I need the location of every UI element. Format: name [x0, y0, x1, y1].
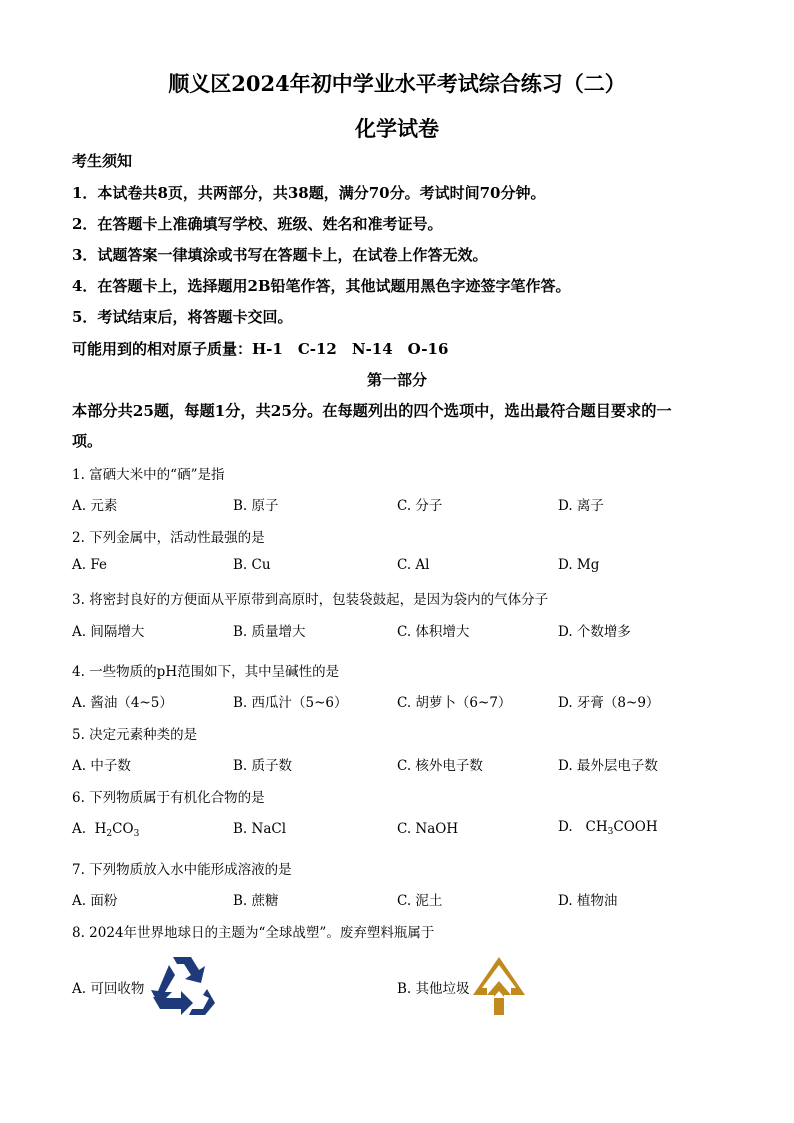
option-c: C. 体积增大: [397, 624, 470, 640]
formula-h2co3: $H_2CO_3$: [94, 821, 140, 839]
option-b: B. 其他垃圾: [397, 981, 470, 997]
option-b: B. NaCl: [233, 821, 287, 837]
question-stem: 8. 2024年世界地球日的主题为“全球战塑”。废弃塑料瓶属于: [72, 925, 435, 941]
question-stem: 3. 将密封良好的方便面从平原带到高原时，包装袋鼓起，是因为袋内的气体分子: [72, 592, 549, 608]
atomic-masses: 可能用到的相对原子质量：H-1 C-12 N-14 O-16: [72, 340, 449, 358]
notice-item: 2．在答题卡上准确填写学校、班级、姓名和准考证号。: [72, 215, 443, 233]
option-a: A. 面粉: [72, 893, 118, 909]
option-c: C. 分子: [397, 498, 443, 514]
option-b: B. 质量增大: [233, 624, 306, 640]
option-a: A. 元素: [72, 498, 118, 514]
question-stem: 1. 富硒大米中的“硒”是指: [72, 467, 225, 483]
question-stem: 5. 决定元素种类的是: [72, 727, 198, 743]
option-a: A. 中子数: [72, 758, 131, 774]
notice-item: 1．本试卷共8页，共两部分，共38题，满分70分。考试时间70分钟。: [72, 184, 546, 202]
option-b: B. 蔗糖: [233, 893, 279, 909]
part-intro: 本部分共25题，每题1分，共25分。在每题列出的四个选项中，选出最符合题目要求的一: [72, 402, 672, 420]
question-stem: 6. 下列物质属于有机化合物的是: [72, 790, 265, 806]
question-stem: 4. 一些物质的pH范围如下，其中呈碱性的是: [72, 664, 340, 680]
option-c: C. 泥土: [397, 893, 443, 909]
option-d: D. 植物油: [558, 893, 618, 909]
page-title: 顺义区2024年初中学业水平考试综合练习（二）: [168, 71, 626, 96]
part-intro: 项。: [72, 432, 103, 450]
question-stem: 7. 下列物质放入水中能形成溶液的是: [72, 862, 292, 878]
option-d: D. $CH_3COOH$: [558, 819, 658, 837]
option-a: A. 酱油（4~5）: [72, 695, 173, 711]
option-b: B. 西瓜汁（5~6）: [233, 695, 348, 711]
notice-item: 3．试题答案一律填涂或书写在答题卡上，在试卷上作答无效。: [72, 246, 488, 264]
option-d: D. 最外层电子数: [558, 758, 658, 774]
notice-heading: 考生须知: [72, 152, 133, 170]
option-a: A. Fe: [72, 557, 107, 573]
option-d: D. Mg: [558, 557, 600, 573]
option-a: A. $H_2CO_3$: [72, 821, 140, 839]
recycle-icon: [147, 953, 219, 1017]
option-c: C. 核外电子数: [397, 758, 483, 774]
option-b: B. Cu: [233, 557, 271, 573]
option-a: A. 可回收物: [72, 981, 145, 997]
option-a: A. 间隔增大: [72, 624, 145, 640]
notice-item: 4．在答题卡上，选择题用2B铅笔作答，其他试题用黑色字迹签字笔作答。: [72, 277, 571, 295]
option-d: D. 离子: [558, 498, 604, 514]
option-b: B. 原子: [233, 498, 279, 514]
question-stem: 2. 下列金属中，活动性最强的是: [72, 530, 265, 546]
option-c: C. NaOH: [397, 821, 459, 837]
other-waste-icon: [471, 955, 527, 1017]
option-c: C. 胡萝卜（6~7）: [397, 695, 512, 711]
notice-item: 5．考试结束后，将答题卡交回。: [72, 308, 293, 326]
option-d: D. 牙膏（8~9）: [558, 695, 660, 711]
option-d: D. 个数增多: [558, 624, 631, 640]
option-b: B. 质子数: [233, 758, 293, 774]
option-c: C. Al: [397, 557, 430, 573]
formula-ch3cooh: $CH_3COOH$: [585, 819, 658, 837]
page-subtitle: 化学试卷: [355, 116, 439, 141]
part-heading: 第一部分: [366, 371, 427, 389]
